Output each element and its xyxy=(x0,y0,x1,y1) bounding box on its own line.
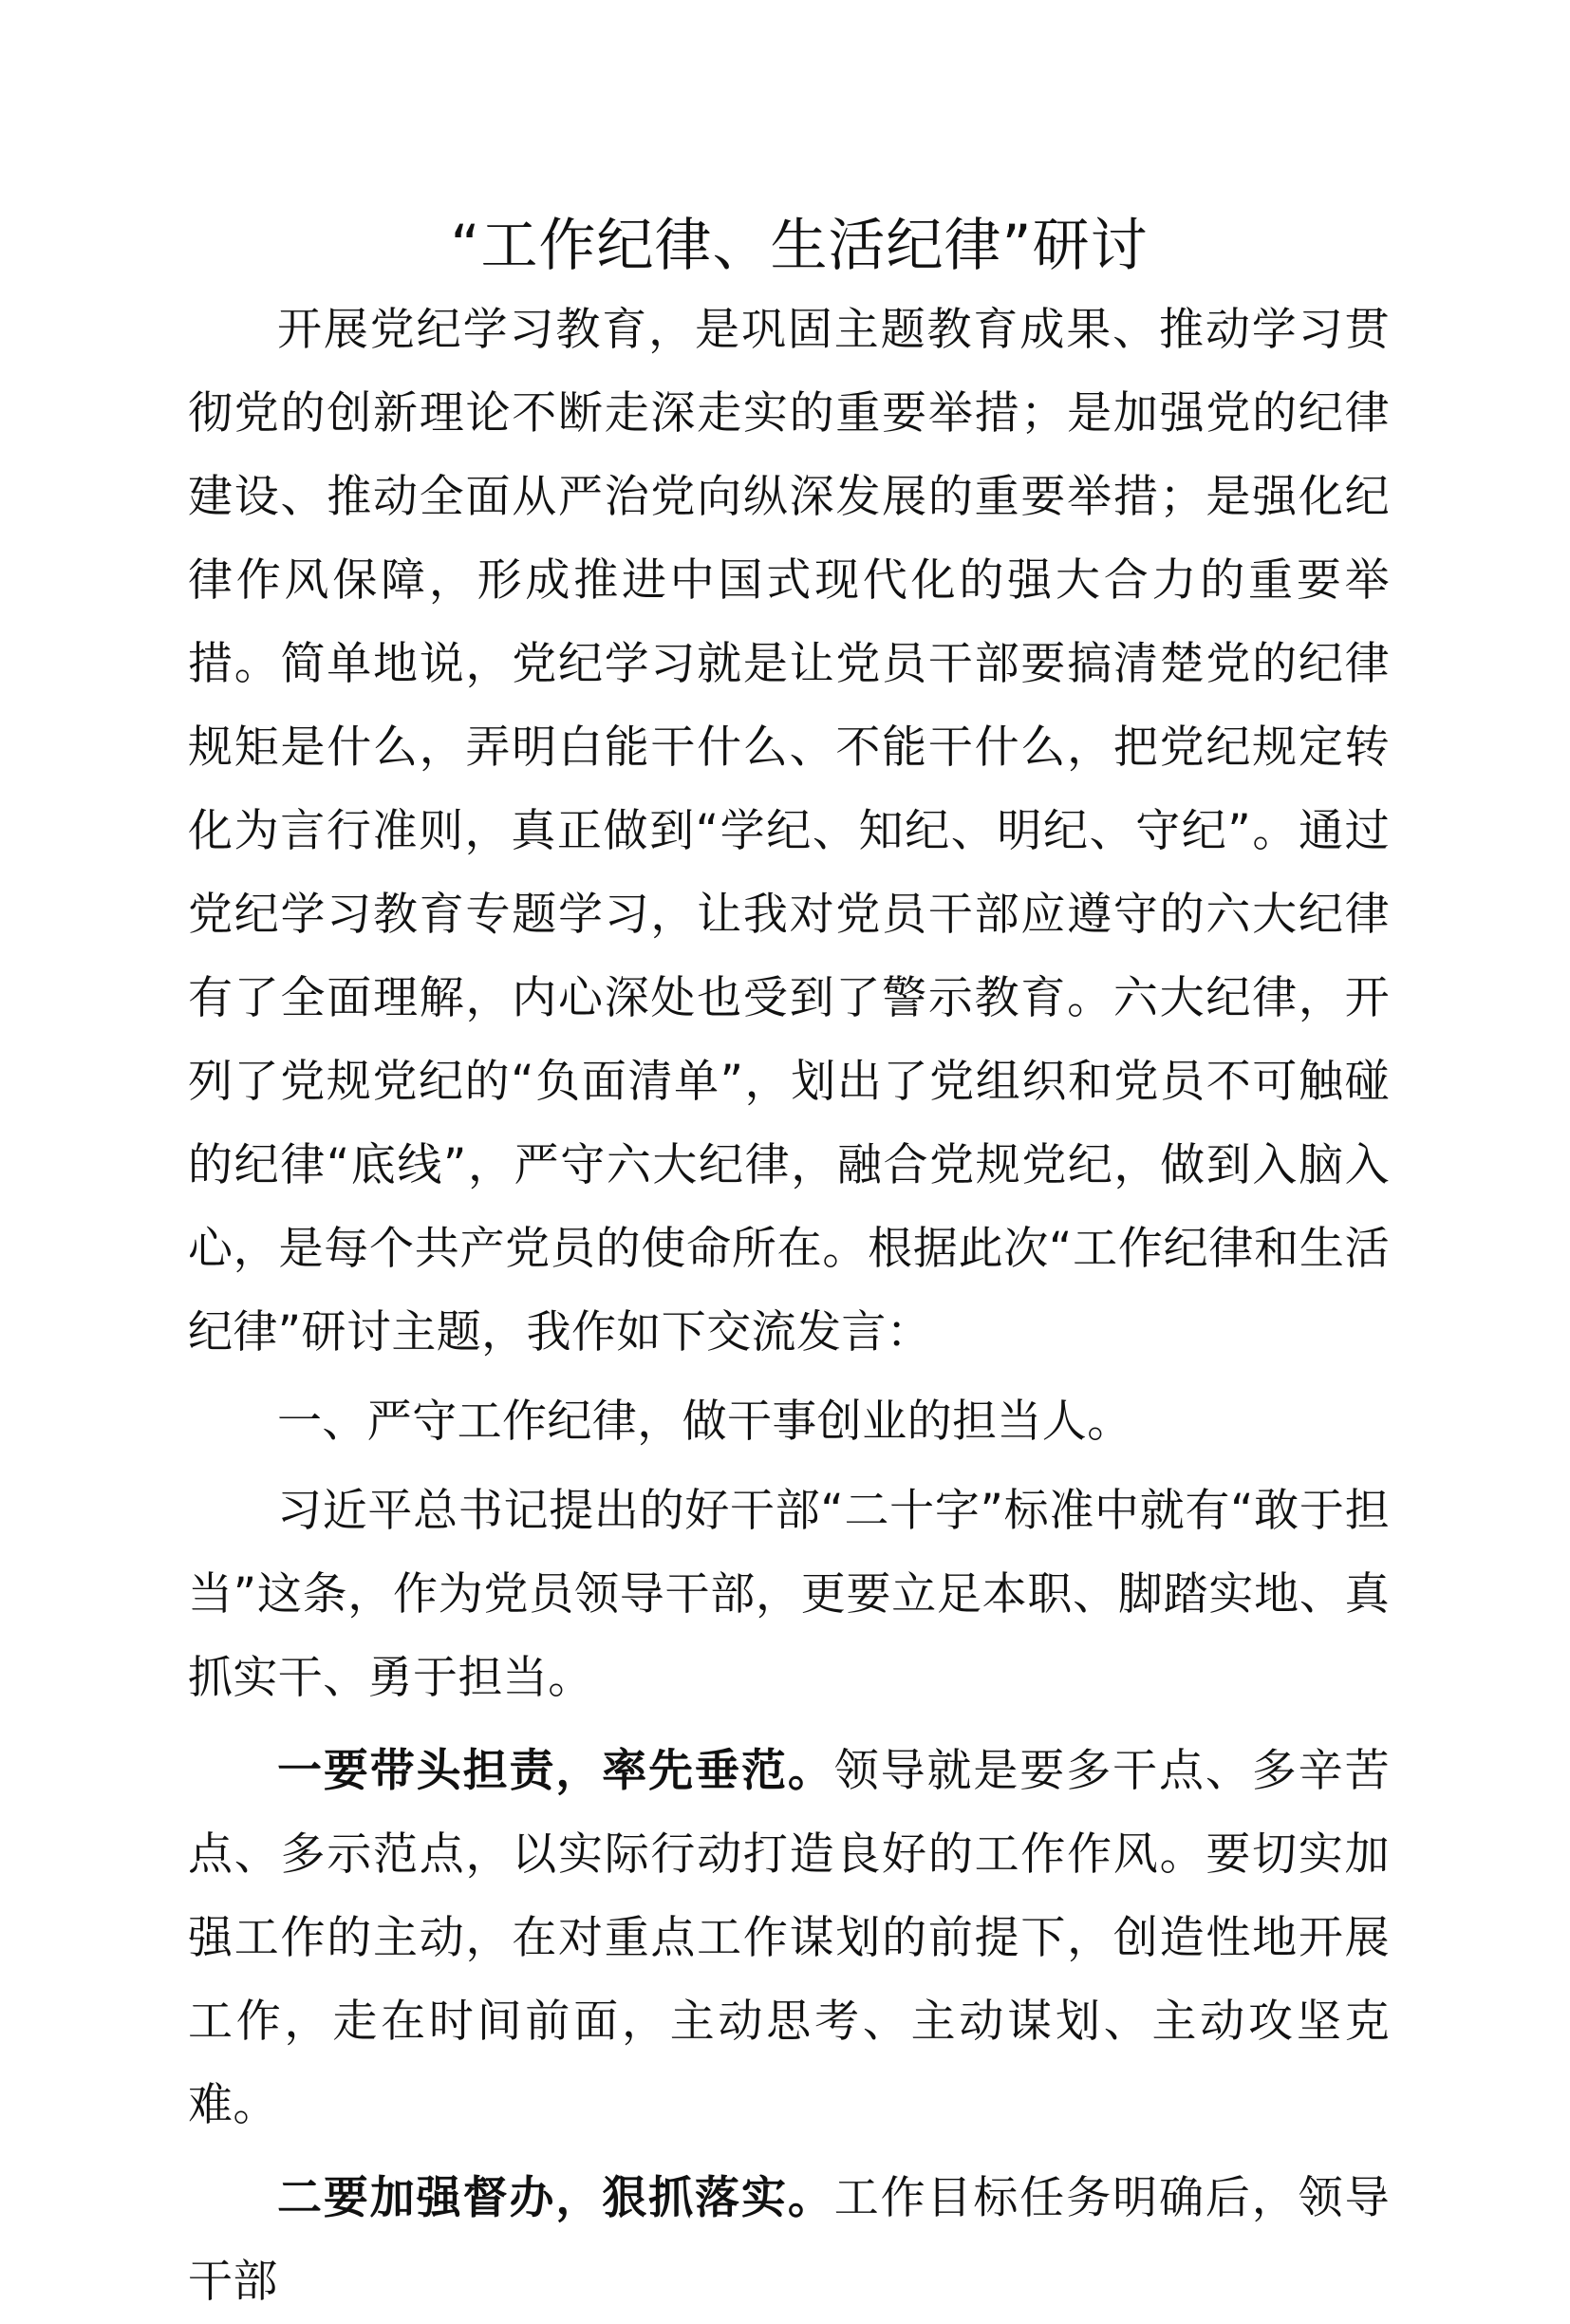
section-one-heading: 一、严守工作纪律，做干事创业的担当人。 xyxy=(277,1396,1132,1448)
point-two-paragraph xyxy=(188,2157,1390,2324)
document-title: “工作纪律、生活纪律”研讨 xyxy=(450,213,1149,279)
section-one-paragraph: 习近平总书记提出的好干部“二十字”标准中就有“敢于担当”这条，作为党员领导干部，更要立足本职、脚踏实地、真抓实干、勇于担当。 xyxy=(188,1485,1390,1704)
document-body xyxy=(188,203,1390,2324)
point-two-text: 工作目标任务明确后，领导干部 xyxy=(188,2172,1390,2308)
intro-paragraph: 开展党纪学习教育，是巩固主题教育成果、推动学习贯彻党的创新理论不断走深走实的重要举措；是加强党的纪律建设、推动全面从严治党向纵深发展的重要举措；是强化纪律作风保障，形成推进中国式现代化的强大合力的重要举措。简单地说，党纪学习就是让党员干部要搞清楚党的纪律规矩是什么，弄明白能干什么、不能干什么，把党纪规定转化为言行准则，真正做到“学纪、知纪、明纪、守纪”。通过党纪学习教育专题学习，让我对党员干部应遵守的六大纪律有了全面理解，内心深处也受到了警示教育。六大纪律，开列了党规党纪的“负面清单”，划出了党组织和党员不可触碰的纪律“底线”，严守六大纪律，融合党规党纪，做到入脑入心，是每个共产党员的使命所在。根据此次“工作纪律和生活纪律”研讨主题，我作如下交流发言： xyxy=(188,304,1390,1359)
point-one-paragraph xyxy=(188,1730,1390,2147)
point-two-lead: 二要加强督办，狠抓落实。 xyxy=(277,2172,834,2224)
point-one-text: 领导就是要多干点、多辛苦点、多示范点，以实际行动打造良好的工作作风。要切实加强工作的主动，在对重点工作谋划的前提下，创造性地开展工作，走在时间前面，主动思考、主动谋划、主动攻坚克难。 xyxy=(188,1745,1390,2131)
point-one-lead: 一要带头担责，率先垂范。 xyxy=(277,1745,834,1797)
